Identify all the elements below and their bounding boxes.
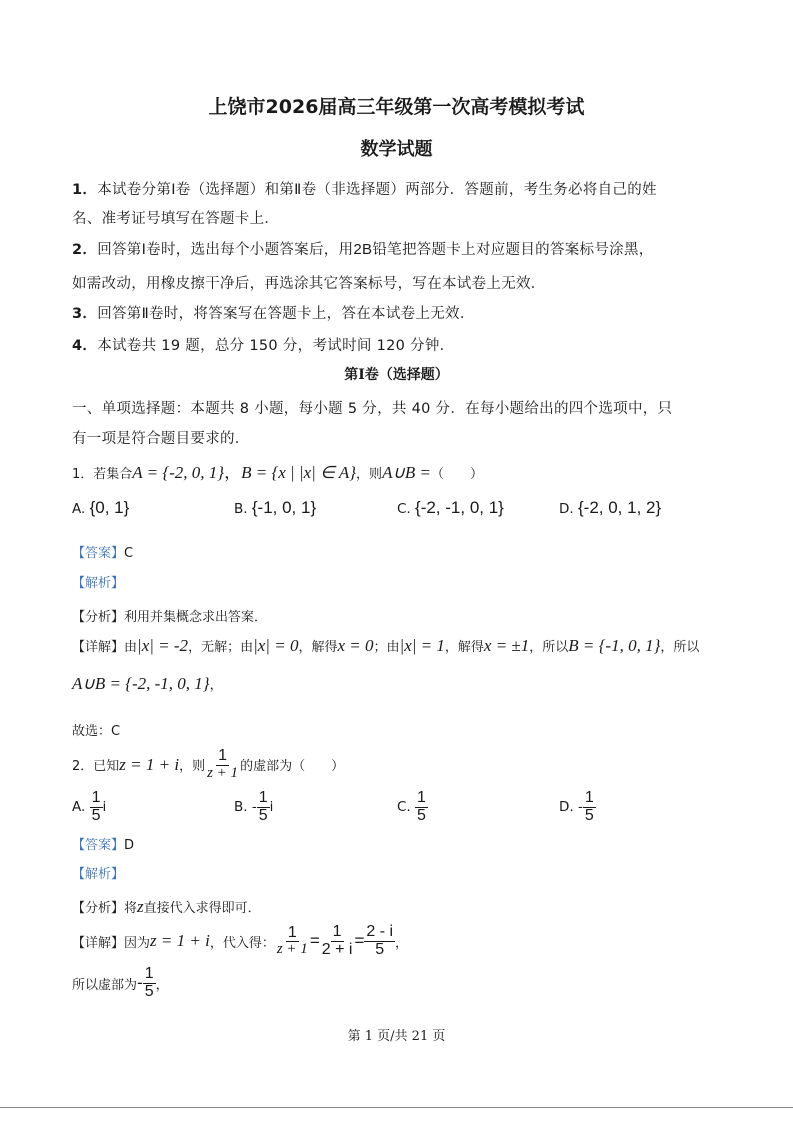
q2-option-c: C. $\frac{1}{5}$ bbox=[397, 789, 426, 824]
instruction-3: 3．回答第Ⅱ卷时，将答案写在答题卡上，答在本试卷上无效． bbox=[72, 306, 475, 322]
question-1-stem: 1．若集合A = {-2, 0, 1}，B = {x | |x| ∈ A}，则A∪B =（ ） bbox=[72, 463, 484, 482]
page-title: 上饶市2026届高三年级第一次高考模拟考试 bbox=[208, 96, 585, 118]
q2-option-d: D. - $\frac{1}{5}$ bbox=[559, 789, 594, 824]
section-heading: 第Ⅰ卷（选择题） bbox=[344, 367, 449, 383]
q1-option-c: C. {-2, -1, 0, 1} bbox=[397, 498, 504, 517]
part-intro-line2: 有一项是符合题目要求的． bbox=[72, 431, 250, 447]
q2-imag-part: 所以虚部为 - $\frac{1}{5}$ ， bbox=[72, 965, 169, 1000]
instruction-4: 4．本试卷共 19 题，总分 150 分，考试时间 120 分钟． bbox=[72, 338, 455, 354]
q2-detail: 【详解】 因为 z = 1 + i ，代入得： $\frac{1}{z + 1}$ = $\frac{1}{2 + i}$ = $\frac{2 - i}{5}$ ， bbox=[72, 923, 409, 958]
q1-answer: 【答案】C bbox=[72, 546, 134, 561]
q2-stem-fraction: $\frac{1}{z + 1}$ bbox=[207, 747, 239, 781]
q2-analysis-label: 【解析】 bbox=[72, 867, 125, 882]
q1-option-a: A. {0, 1} bbox=[72, 498, 130, 517]
q1-union-result: A∪B = {-2, -1, 0, 1}， bbox=[72, 674, 223, 693]
q2-option-b: B. - $\frac{1}{5}$ i bbox=[234, 789, 274, 824]
instruction-1: 1．本试卷分第Ⅰ卷（选择题）和第Ⅱ卷（非选择题）两部分．答题前，考生务必将自己的姓 bbox=[72, 182, 657, 198]
instruction-2-cont: 如需改动，用橡皮擦干净后，再选涂其它答案标号，写在本试卷上无效． bbox=[72, 276, 546, 292]
q1-choose: 故选：C bbox=[72, 724, 121, 739]
q1-analysis-label: 【解析】 bbox=[72, 576, 125, 591]
q2-answer: 【答案】D bbox=[72, 838, 135, 853]
instruction-1-cont: 名、准考证号填写在答题卡上． bbox=[72, 211, 280, 227]
page-footer: 第 1 页/共 21 页 bbox=[347, 1029, 446, 1044]
q1-detail: 【详解】由|x| = -2，无解；由|x| = 0，解得x = 0；由|x| = 1，解得x = ±1，所以B = {-1, 0, 1}，所以 bbox=[72, 636, 700, 655]
q1-fenxi: 【分析】利用并集概念求出答案． bbox=[72, 610, 268, 625]
instruction-2: 2．回答第Ⅰ卷时，选出每个小题答案后，用2B铅笔把答题卡上对应题目的答案标号涂黑， bbox=[72, 241, 654, 258]
bottom-divider bbox=[0, 1107, 793, 1108]
q2-option-a: A. $\frac{1}{5}$ i bbox=[72, 789, 107, 824]
page-subtitle: 数学试题 bbox=[360, 139, 433, 160]
q1-option-b: B. {-1, 0, 1} bbox=[234, 498, 317, 517]
part-intro-line1: 一、单项选择题：本题共 8 小题，每小题 5 分，共 40 分．在每小题给出的四个选项中，只 bbox=[72, 401, 673, 417]
q2-fenxi: 【分析】将z直接代入求得即可． bbox=[72, 897, 261, 916]
question-2-stem: 2．已知 z = 1 + i ，则 $\frac{1}{z + 1}$ 的虚部为（ ） bbox=[72, 747, 345, 781]
q1-option-d: D. {-2, 0, 1, 2} bbox=[559, 498, 662, 517]
